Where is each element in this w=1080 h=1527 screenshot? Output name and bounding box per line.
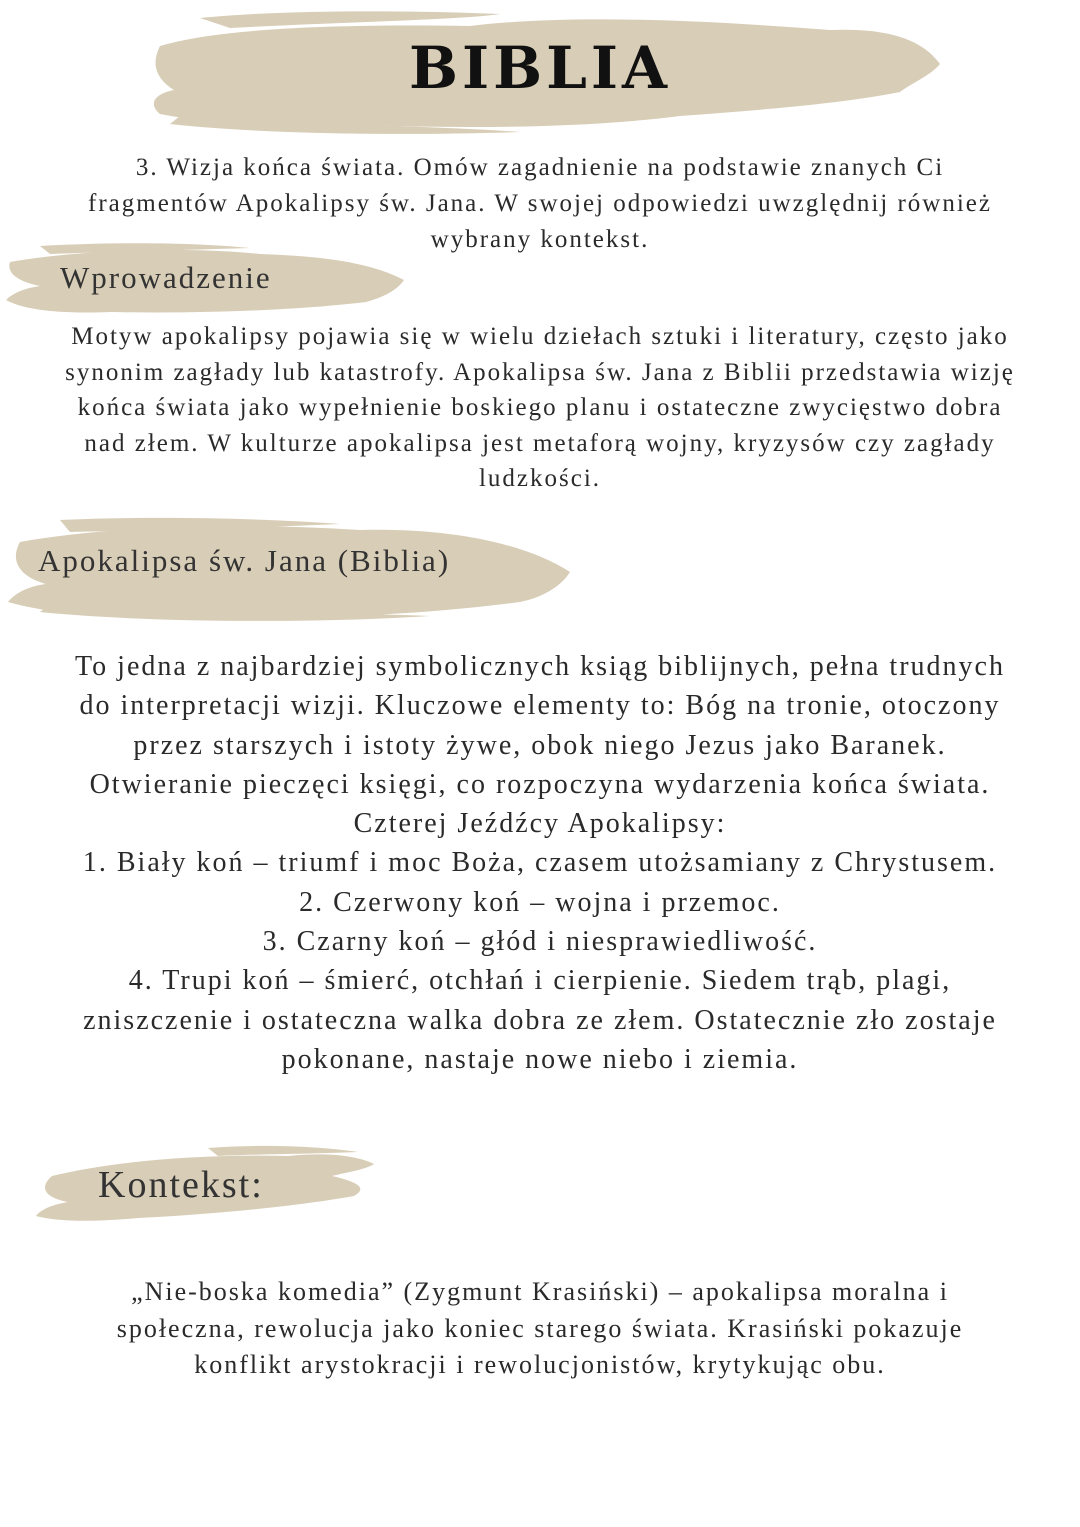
apocalypse-line: 4. Trupi koń – śmierć, otchłań i cierpienie. Siedem trąb, plagi,: [128, 965, 952, 997]
context-line: konflikt arystokracji i rewolucjonistów, krytykując obu.: [194, 1350, 886, 1379]
apocalypse-line: pokonane, nastaje nowe niebo i ziemia.: [281, 1043, 799, 1075]
apocalypse-line: Czterej Jeźdźcy Apokalipsy:: [353, 808, 727, 840]
context-line: „Nie-boska komedia” (Zygmunt Krasiński) – apokalipsa moralna i: [131, 1277, 949, 1306]
apocalypse-line: przez starszych i istoty żywe, obok niego Jezus jako Baranek.: [133, 729, 947, 761]
apocalypse-line: To jedna z najbardziej symbolicznych ksiąg biblijnych, pełna trudnych: [75, 651, 1005, 682]
apocalypse-line: 2. Czerwony koń – wojna i przemoc.: [299, 886, 781, 918]
apocalypse-line: 1. Biały koń – triumf i moc Boża, czasem utożsamiany z Chrystusem.: [82, 847, 998, 879]
context-heading: Kontekst:: [98, 1164, 264, 1206]
intro-heading: Wprowadzenie: [60, 260, 272, 295]
intro-line: ludzkości.: [478, 465, 602, 492]
apocalypse-heading: Apokalipsa św. Jana (Biblia): [38, 543, 451, 578]
intro-line: Motyw apokalipsy pojawia się w wielu dziełach sztuki i literatury, często jako: [71, 323, 1009, 350]
apocalypse-paragraph: [0, 647, 1080, 1079]
intro-line: synonim zagłady lub katastrofy. Apokalipsa św. Jana z Biblii przedstawia wizję: [65, 358, 1015, 386]
apocalypse-line: do interpretacji wizji. Kluczowe elementy to: Bóg na tronie, otoczony: [79, 690, 1001, 722]
intro-line: nad złem. W kulturze apokalipsa jest metaforą wojny, kryzysów czy zagłady: [84, 429, 996, 457]
context-paragraph: [0, 1274, 1080, 1384]
question-line: fragmentów Apokalipsy św. Jana. W swojej odpowiedzi uwzględnij również: [88, 190, 992, 217]
question-line: 3. Wizja końca świata. Omów zagadnienie na podstawie znanych Ci: [135, 154, 945, 181]
page-title: BIBLIA: [408, 34, 672, 102]
apocalypse-line: Otwieranie pieczęci księgi, co rozpoczyna wydarzenia końca świata.: [89, 768, 991, 800]
question-line: wybrany kontekst.: [430, 226, 650, 253]
apocalypse-line: zniszczenie i ostateczna walka dobra ze złem. Ostatecznie zło zostaje: [83, 1004, 997, 1036]
context-line: społeczna, rewolucja jako koniec starego świata. Krasiński pokazuje: [116, 1313, 964, 1343]
apocalypse-line: 3. Czarny koń – głód i niesprawiedliwość.: [262, 926, 818, 958]
intro-paragraph: [0, 319, 1080, 497]
intro-line: końca świata jako wypełnienie boskiego planu i ostateczne zwycięstwo dobra: [77, 394, 1003, 421]
